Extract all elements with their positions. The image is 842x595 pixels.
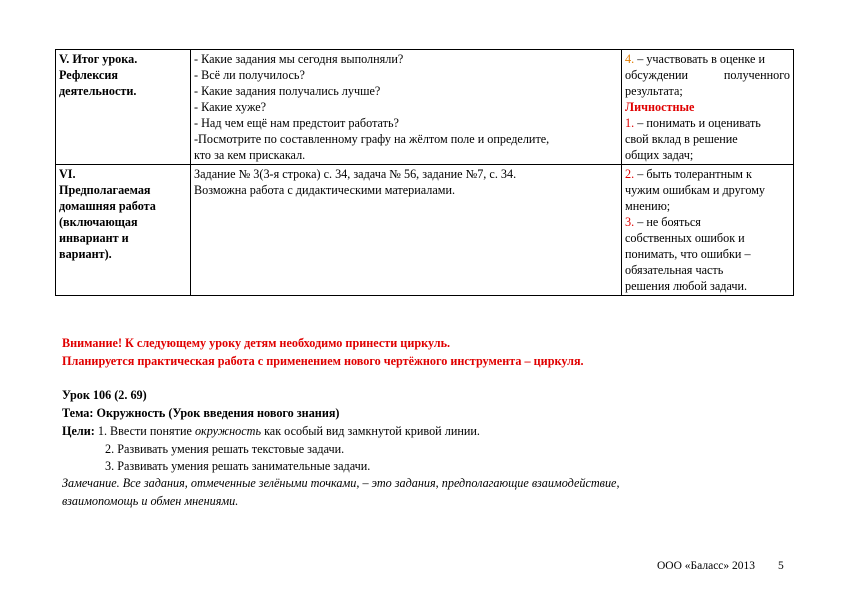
skill-number: 2.: [625, 167, 635, 181]
stage-line: домашняя работа: [59, 199, 156, 213]
lesson-goal: 3. Развивать умения решать занимательные задачи.: [105, 459, 371, 473]
activity-line: - Какие хуже?: [194, 100, 267, 114]
skill-line: [625, 51, 790, 67]
skill-text: – участвовать в оценке и: [634, 52, 766, 66]
skill-text: – быть толерантным к: [634, 167, 752, 181]
stage-cell: [56, 50, 191, 165]
skill-line: понимать, что ошибки –: [625, 247, 751, 261]
skill-number: 4.: [625, 52, 635, 66]
skill-line: решения любой задачи.: [625, 279, 748, 293]
skill-text: – понимать и оценивать: [634, 116, 761, 130]
activity-line: - Всё ли получилось?: [194, 68, 305, 82]
goal-text: 1. Ввести понятие: [94, 424, 195, 438]
goals-label: Цели:: [62, 424, 95, 438]
lesson-plan-table: [55, 49, 794, 296]
skill-line: чужим ошибкам и другому: [625, 183, 766, 197]
skill-line: обязательная часть: [625, 263, 724, 277]
activity-line: - Какие задания получались лучше?: [194, 84, 381, 98]
skill-line: [625, 115, 790, 131]
lesson-goal: [62, 424, 480, 439]
stage-line: деятельности.: [59, 84, 137, 98]
skills-cell: [622, 50, 794, 165]
stage-line: Предполагаемая: [59, 183, 151, 197]
skill-line: результата;: [625, 84, 683, 98]
skill-number: 1.: [625, 116, 635, 130]
skill-line: мнению;: [625, 199, 671, 213]
activity-line: Возможна работа с дидактическими материалами.: [194, 183, 456, 197]
activity-line: - Над чем ещё нам предстоит работать?: [194, 116, 399, 130]
lesson-note: Замечание. Все задания, отмеченные зелёными точками, – это задания, предполагающие взаимодействие,: [62, 476, 620, 490]
stage-line: (включающая: [59, 215, 138, 229]
personal-skills-heading: Личностные: [625, 100, 695, 114]
stage-line: Рефлексия: [59, 68, 118, 82]
skill-line: общих задач;: [625, 148, 694, 162]
stage-line: инвариант и: [59, 231, 129, 245]
activity-line: - Какие задания мы сегодня выполняли?: [194, 52, 404, 66]
stage-line: вариант).: [59, 247, 112, 261]
lesson-title: Урок 106 (2. 69): [62, 388, 147, 402]
theme-label: Тема:: [62, 406, 94, 420]
notice-line: Планируется практическая работа с применением нового чертёжного инструмента – циркуля.: [62, 354, 584, 368]
activity-cell: [191, 50, 622, 165]
goal-text: как особый вид замкнутой кривой линии.: [261, 424, 480, 438]
table-row: [56, 50, 794, 165]
skill-line: [625, 214, 790, 230]
stage-line: VI.: [59, 167, 76, 181]
activity-line: -Посмотрите по составленному графу на жёлтом поле и определите,: [194, 132, 550, 146]
skill-number: 3.: [625, 215, 635, 229]
lesson-note: взаимопомощь и обмен мнениями.: [62, 494, 239, 508]
stage-line: V. Итог урока.: [59, 52, 138, 66]
stage-cell: [56, 165, 191, 296]
lesson-goal: 2. Развивать умения решать текстовые задачи.: [105, 442, 345, 456]
goal-term: окружность: [194, 424, 262, 438]
activity-line: кто за кем прискакал.: [194, 148, 306, 162]
skills-cell: [622, 165, 794, 296]
skill-line: свой вклад в решение: [625, 132, 738, 146]
skill-line: обсуждении полученного: [625, 68, 790, 82]
lesson-theme: [62, 406, 340, 421]
skill-line: [625, 166, 790, 182]
page-number: 5: [778, 560, 784, 572]
skill-line: собственных ошибок и: [625, 231, 745, 245]
activity-cell: [191, 165, 622, 296]
skill-text: – не бояться: [634, 215, 701, 229]
activity-line: Задание № 3(3-я строка) с. 34, задача № 56, задание №7, с. 34.: [194, 167, 517, 181]
notice-line: Внимание! К следующему уроку детям необходимо принести циркуль.: [62, 336, 451, 350]
table-row: [56, 165, 794, 296]
footer-publisher: ООО «Баласс» 2013: [657, 560, 756, 572]
theme-text: Окружность (Урок введения нового знания): [93, 406, 340, 420]
